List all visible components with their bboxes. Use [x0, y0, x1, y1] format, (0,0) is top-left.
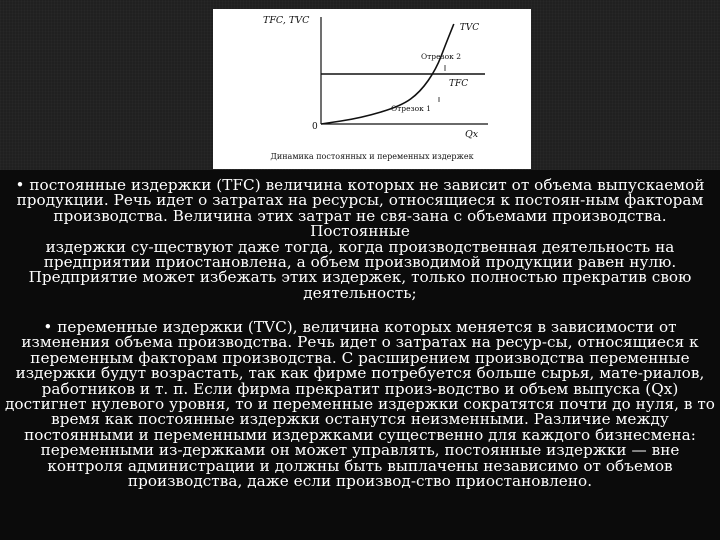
tvc-label: TVC: [459, 23, 480, 33]
origin-label: 0: [312, 122, 318, 132]
fixed-costs-paragraph: • постоянные издержки (TFC) величина которых не зависит от объема выпускаемой продукции. Речь идет о затратах на ресурсы, относящиеся к постоян-ным факторам производства. Величина этих затрат не свя-зана с объемами производства. Постоянные издержки су-ществуют даже тогда, когда производственная деятельность на предприятии приостановлена, а объем производимой продукции равен нулю. Предприятие может избежать этих издержек, только полностью прекратив свою деятельность;: [15, 176, 705, 302]
cost-chart-figure: [213, 9, 531, 169]
segment-1-label: Отрезок 1: [391, 104, 431, 113]
x-axis-label: Qx: [465, 129, 479, 140]
variable-costs-paragraph: • переменные издержки (TVC), величина которых меняется в зависимости от изменения объема производства. Речь идет о затратах на ресур-сы, относящиеся к переменным факторам производства. С расширением производства переменные издержки будут возрастать, так как фирме потребуется больше сырья, мате-риалов, работников и т. п. Если фирма прекратит произ-водство и объем выпуска (Qx) достигнет нулевого уровня, то и переменные издержки сократятся почти до нуля, в то время как постоянные издержки останутся неизменными. Различие между постоянными и переменными издержками существенно для каждого бизнесмена: переменными из-держками он может управлять, постоянные издержки — вне контроля администрации и должны быть выплачены независимо от объемов производства, даже если производ-ство приостановлено.: [5, 318, 715, 491]
segment-2-label: Отрезок 2: [421, 52, 461, 61]
chart-caption: Динамика постоянных и переменных издержек: [270, 152, 474, 161]
cost-chart: [213, 9, 531, 169]
tfc-label: TFC: [449, 79, 469, 89]
y-axis-label: TFC, TVC: [263, 15, 310, 26]
